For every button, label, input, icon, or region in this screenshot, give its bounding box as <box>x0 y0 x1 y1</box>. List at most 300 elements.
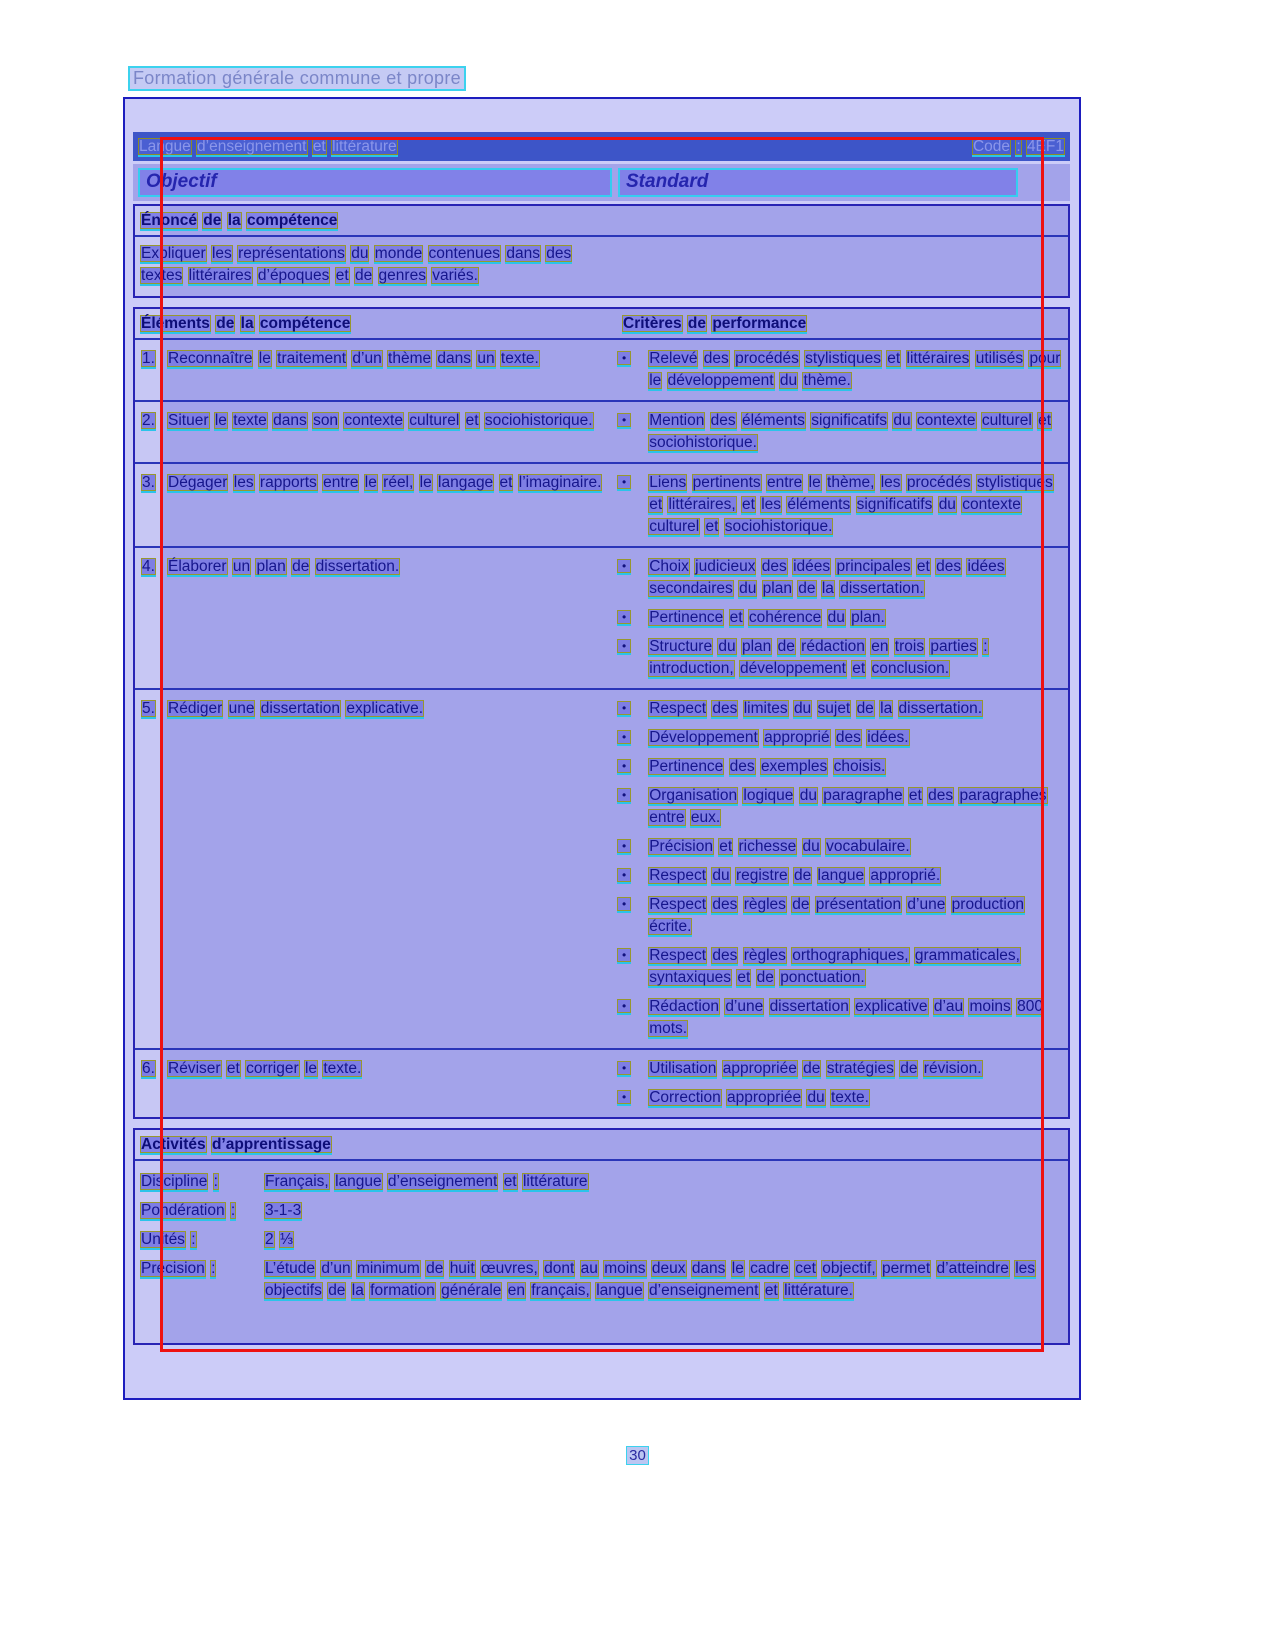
word-highlight: de <box>793 867 812 884</box>
word-highlight: Élaborer <box>168 558 227 575</box>
word-highlight: les <box>233 474 254 491</box>
word-highlight: stylistiques <box>805 350 881 367</box>
word-highlight: 4. <box>142 558 155 575</box>
word-highlight: contenues <box>428 245 501 262</box>
word-highlight: plan <box>256 558 286 575</box>
word-highlight: culturel <box>981 412 1032 429</box>
criteria-list <box>617 690 1068 1048</box>
word-highlight: des <box>546 245 572 262</box>
activity-row-precision <box>140 1258 1063 1302</box>
word-highlight: la <box>821 580 834 597</box>
word-highlight: langue <box>335 1173 382 1190</box>
word-highlight: texte. <box>500 350 539 367</box>
activites-body <box>135 1161 1068 1343</box>
word-highlight: Correction <box>649 1089 721 1106</box>
row-number <box>135 1050 161 1117</box>
row-number <box>135 690 161 1048</box>
word-highlight: syntaxiques <box>649 969 732 986</box>
word-highlight: des <box>712 896 738 913</box>
word-highlight: présentation <box>815 896 902 913</box>
word-highlight: formation <box>370 1282 435 1299</box>
word-highlight: du <box>718 638 736 655</box>
word-highlight: corriger <box>246 1060 299 1077</box>
word-highlight: thème, <box>827 474 875 491</box>
word-highlight: règles <box>743 947 786 964</box>
word-highlight: les <box>211 245 232 262</box>
word-highlight: Unités <box>141 1231 185 1248</box>
word-highlight: du <box>799 787 817 804</box>
word-highlight: dissertation. <box>840 580 924 597</box>
criteria-text <box>648 348 1062 392</box>
criteria-item <box>617 1087 1062 1109</box>
word-highlight: et <box>705 518 719 535</box>
word-highlight: stylistiques <box>976 474 1053 491</box>
word-highlight: Réviser <box>168 1060 221 1077</box>
word-highlight: dans <box>506 245 540 262</box>
enonce-heading-row <box>135 206 1068 237</box>
word-highlight: textes <box>141 267 183 284</box>
bullet-icon: • <box>617 1090 631 1106</box>
word-highlight: littérature <box>522 1173 588 1190</box>
word-highlight: de <box>803 1060 821 1077</box>
word-highlight: 3. <box>142 474 155 491</box>
row-number <box>135 548 161 688</box>
word-highlight: sociohistorique. <box>649 434 757 451</box>
page-number-text: 30 <box>626 1446 649 1465</box>
activity-row-discipline <box>140 1171 1063 1193</box>
word-highlight: les <box>1015 1260 1036 1277</box>
criteria-item <box>617 756 1062 778</box>
word-highlight: 1. <box>142 350 155 367</box>
word-highlight: variés. <box>432 267 478 284</box>
word-highlight: et <box>916 558 930 575</box>
criteria-text <box>648 756 1062 778</box>
activity-label <box>140 1229 264 1251</box>
word-highlight: permet <box>881 1260 931 1277</box>
word-highlight: utilisés <box>975 350 1024 367</box>
word-highlight: de <box>798 580 816 597</box>
word-highlight: logique <box>743 787 794 804</box>
word-highlight: dissertation. <box>315 558 400 575</box>
word-highlight: d’époques <box>257 267 330 284</box>
word-highlight: sujet <box>817 700 851 717</box>
word-highlight: et <box>1038 412 1052 429</box>
word-highlight: significatifs <box>856 496 933 513</box>
word-highlight: Critères <box>623 315 682 332</box>
word-highlight: du <box>712 867 730 884</box>
document-card <box>123 97 1081 1400</box>
word-highlight: culturel <box>409 412 460 429</box>
bullet-icon: • <box>617 559 631 575</box>
criteria-text <box>648 636 1062 680</box>
element-row-5 <box>135 688 1068 1048</box>
word-highlight: langue <box>596 1282 643 1299</box>
word-highlight: introduction, <box>649 660 734 677</box>
word-highlight: et <box>764 1282 778 1299</box>
criteria-list <box>617 464 1068 546</box>
row-number <box>135 464 161 546</box>
bullet-icon: • <box>617 788 631 804</box>
word-highlight: plan. <box>851 609 885 626</box>
word-highlight: thème <box>388 350 432 367</box>
criteria-item <box>617 410 1062 454</box>
word-highlight: Reconnaître <box>168 350 253 367</box>
bullet-icon: • <box>617 610 631 626</box>
criteria-item <box>617 865 1062 887</box>
word-highlight: règles <box>743 896 786 913</box>
column-objectif: Objectif <box>138 168 612 197</box>
bullet-icon: • <box>617 999 631 1015</box>
word-highlight: Énoncé <box>141 212 197 229</box>
word-highlight: eux. <box>690 809 721 826</box>
word-highlight: approprié <box>764 729 830 746</box>
activity-row-ponderation <box>140 1200 1063 1222</box>
word-highlight: et <box>908 787 922 804</box>
bullet-icon: • <box>617 475 631 491</box>
activity-label <box>140 1171 264 1193</box>
word-highlight: œuvres, <box>481 1260 538 1277</box>
word-highlight: exemples <box>760 758 828 775</box>
criteria-item <box>617 1058 1062 1080</box>
word-highlight: Développement <box>649 729 758 746</box>
section-activites <box>133 1128 1070 1345</box>
word-highlight: secondaires <box>649 580 733 597</box>
word-highlight: compétence <box>259 315 351 332</box>
word-highlight: son <box>313 412 339 429</box>
word-highlight: : <box>983 638 988 655</box>
word-highlight: judicieux <box>695 558 756 575</box>
word-highlight: et <box>737 969 751 986</box>
page-title <box>128 68 466 89</box>
word-highlight: la <box>240 315 254 332</box>
word-highlight: rapports <box>259 474 317 491</box>
bullet-icon: • <box>617 701 631 717</box>
word-highlight: dissertation. <box>898 700 983 717</box>
word-highlight: grammaticales, <box>914 947 1020 964</box>
word-highlight: trois <box>894 638 925 655</box>
criteria-item <box>617 785 1062 829</box>
word-highlight: de <box>756 969 774 986</box>
bullet-icon: • <box>617 948 631 964</box>
word-highlight: des <box>710 412 736 429</box>
word-highlight: minimum <box>356 1260 420 1277</box>
word-highlight: d’une <box>907 896 946 913</box>
word-highlight: des <box>712 947 738 964</box>
word-highlight: L’étude <box>265 1260 315 1277</box>
word-highlight: plan <box>762 580 792 597</box>
word-highlight: Respect <box>649 947 707 964</box>
row-number <box>135 340 161 400</box>
word-highlight: des <box>835 729 861 746</box>
word-highlight: stratégies <box>826 1060 894 1077</box>
word-highlight: le <box>214 412 227 429</box>
word-highlight: littéraires, <box>668 496 736 513</box>
word-highlight: 6. <box>142 1060 155 1077</box>
word-highlight: développement <box>667 372 774 389</box>
word-highlight: de <box>354 267 373 284</box>
word-highlight: du <box>793 700 812 717</box>
word-highlight: production <box>951 896 1025 913</box>
word-highlight: des <box>712 700 738 717</box>
criteria-item <box>617 472 1062 538</box>
activites-heading <box>140 1136 332 1155</box>
word-highlight: 5. <box>142 700 155 717</box>
word-highlight: et <box>852 660 866 677</box>
word-highlight: d’apprentissage <box>211 1136 331 1153</box>
word-highlight: huit <box>449 1260 475 1277</box>
element-text <box>167 410 607 432</box>
word-highlight: principales <box>836 558 911 575</box>
bullet-icon: • <box>617 639 631 655</box>
enonce-text <box>140 243 602 287</box>
word-highlight: rédaction <box>801 638 865 655</box>
word-highlight: ⅓ <box>279 1231 293 1248</box>
word-highlight: idées <box>793 558 831 575</box>
word-highlight: du <box>351 245 369 262</box>
word-highlight: d’un <box>352 350 382 367</box>
word-highlight: et <box>887 350 901 367</box>
word-highlight: un <box>232 558 251 575</box>
section-elements <box>133 307 1070 1119</box>
word-highlight: 2 <box>265 1231 274 1248</box>
word-highlight: contexte <box>962 496 1021 513</box>
word-highlight: conclusion. <box>871 660 950 677</box>
word-highlight: et <box>649 496 663 513</box>
criteria-text <box>648 472 1062 538</box>
word-highlight: traitement <box>277 350 347 367</box>
course-title <box>138 136 398 158</box>
word-highlight: le <box>649 372 662 389</box>
word-highlight: texte. <box>323 1060 362 1077</box>
word-highlight: du <box>893 412 911 429</box>
criteria-item <box>617 945 1062 989</box>
criteres-heading-cell <box>622 313 1063 335</box>
criteria-item <box>617 348 1062 392</box>
element-row-2 <box>135 400 1068 462</box>
word-highlight: Pertinence <box>649 758 724 775</box>
word-highlight: contexte <box>344 412 403 429</box>
word-highlight: contexte <box>916 412 976 429</box>
activity-label <box>140 1200 264 1222</box>
word-highlight: appropriée <box>722 1060 797 1077</box>
word-highlight: Dégager <box>168 474 228 491</box>
word-highlight: : <box>213 1173 218 1190</box>
word-highlight: Rédiger <box>168 700 223 717</box>
activity-value <box>264 1258 1056 1302</box>
word-highlight: et <box>741 496 755 513</box>
word-highlight: registre <box>735 867 788 884</box>
word-highlight: performance <box>712 315 807 332</box>
elements-heading-cell <box>140 313 622 335</box>
enonce-body <box>135 237 1068 296</box>
elements-heading <box>140 315 351 334</box>
word-highlight: Langue <box>139 137 191 155</box>
word-highlight: des <box>936 558 962 575</box>
element-text <box>167 472 607 494</box>
word-highlight: Respect <box>649 700 707 717</box>
word-highlight: un <box>477 350 495 367</box>
word-highlight: idées <box>967 558 1005 575</box>
word-highlight: des <box>928 787 954 804</box>
element-text <box>167 348 607 370</box>
word-highlight: littéraires <box>188 267 252 284</box>
word-highlight: limites <box>743 700 788 717</box>
word-highlight: Liens <box>649 474 687 491</box>
word-highlight: des <box>761 558 787 575</box>
word-highlight: moins <box>969 998 1011 1015</box>
word-highlight: développement <box>739 660 846 677</box>
word-highlight: le <box>731 1260 744 1277</box>
word-highlight: générale <box>441 1282 502 1299</box>
word-highlight: d’enseignement <box>649 1282 759 1299</box>
word-highlight: Choix <box>649 558 689 575</box>
word-highlight: Structure <box>649 638 713 655</box>
criteria-item <box>617 698 1062 720</box>
element-row-3 <box>135 462 1068 546</box>
criteria-item <box>617 556 1062 600</box>
bullet-icon: • <box>617 1061 631 1077</box>
word-highlight: pertinents <box>692 474 761 491</box>
word-highlight: dans <box>691 1260 726 1277</box>
word-highlight: et <box>499 474 513 491</box>
criteres-heading <box>622 315 807 334</box>
word-highlight: Situer <box>168 412 209 429</box>
word-highlight: cohérence <box>748 609 822 626</box>
criteria-text <box>648 727 1062 749</box>
word-highlight: l’imaginaire. <box>518 474 602 491</box>
word-highlight: 2. <box>142 412 155 429</box>
word-highlight: langue <box>817 867 865 884</box>
bullet-icon: • <box>617 897 631 913</box>
word-highlight: représentations <box>238 245 345 262</box>
word-highlight: du <box>938 496 956 513</box>
criteria-text <box>648 698 1062 720</box>
word-highlight: 3-1-3 <box>265 1202 302 1219</box>
word-highlight: du <box>802 838 820 855</box>
word-highlight: de <box>426 1260 444 1277</box>
word-highlight: entre <box>649 809 685 826</box>
word-highlight: et <box>503 1173 517 1190</box>
word-highlight: Activités <box>141 1136 206 1153</box>
word-highlight: littérature. <box>784 1282 853 1299</box>
word-highlight: de <box>216 315 235 332</box>
word-highlight: de <box>900 1060 918 1077</box>
word-highlight: objectif, <box>822 1260 876 1277</box>
word-highlight: Rédaction <box>649 998 719 1015</box>
word-highlight: la <box>351 1282 364 1299</box>
word-highlight: et <box>719 838 733 855</box>
word-highlight: sociohistorique. <box>724 518 833 535</box>
word-highlight: littérature <box>332 137 397 155</box>
word-highlight: Mention <box>649 412 705 429</box>
activity-row-unites <box>140 1229 1063 1251</box>
word-highlight: parties <box>930 638 977 655</box>
word-highlight: éléments <box>741 412 805 429</box>
word-highlight: dans <box>437 350 472 367</box>
word-highlight: les <box>761 496 782 513</box>
word-highlight: écrite. <box>649 918 692 935</box>
word-highlight: deux <box>651 1260 686 1277</box>
criteria-item <box>617 894 1062 938</box>
word-highlight: le <box>304 1060 318 1077</box>
word-highlight: plan <box>741 638 772 655</box>
word-highlight: pour <box>1029 350 1061 367</box>
word-highlight: appropriée <box>727 1089 802 1106</box>
word-highlight: de <box>792 896 810 913</box>
word-highlight: et <box>465 412 479 429</box>
criteria-text <box>648 556 1062 600</box>
criteria-text <box>648 785 1062 829</box>
word-highlight: : <box>191 1231 196 1248</box>
word-highlight: de <box>203 212 222 229</box>
word-highlight: du <box>807 1089 825 1106</box>
activites-heading-row <box>135 1130 1068 1161</box>
word-highlight: Respect <box>649 867 707 884</box>
word-highlight: littéraires <box>906 350 970 367</box>
word-highlight: et <box>335 267 349 284</box>
word-highlight: Organisation <box>649 787 738 804</box>
word-highlight: : <box>211 1260 216 1277</box>
word-highlight: Français, <box>265 1173 329 1190</box>
criteria-text <box>648 1087 1062 1109</box>
word-highlight: : <box>1016 137 1021 155</box>
word-highlight: réel, <box>383 474 414 491</box>
word-highlight: choisis. <box>833 758 886 775</box>
criteria-text <box>648 1058 1062 1080</box>
word-highlight: d’une <box>725 998 764 1015</box>
word-highlight: d’au <box>933 998 964 1015</box>
word-highlight: au <box>580 1260 598 1277</box>
word-highlight: dissertation <box>260 700 341 717</box>
criteria-item <box>617 727 1062 749</box>
word-highlight: dissertation <box>769 998 849 1015</box>
bullet-icon: • <box>617 351 631 367</box>
course-code <box>972 136 1065 158</box>
word-highlight: le <box>808 474 821 491</box>
criteria-text <box>648 410 1062 454</box>
criteria-list <box>617 1050 1068 1117</box>
word-highlight: Précision <box>649 838 713 855</box>
word-highlight: en <box>871 638 889 655</box>
word-highlight: du <box>827 609 845 626</box>
word-highlight: les <box>880 474 901 491</box>
word-highlight: paragraphes <box>959 787 1047 804</box>
criteria-text <box>648 865 1062 887</box>
word-highlight: entre <box>323 474 359 491</box>
bullet-icon: • <box>617 839 631 855</box>
word-highlight: 4EF1 <box>1026 137 1064 155</box>
word-highlight: et <box>729 609 743 626</box>
word-highlight: idées. <box>867 729 909 746</box>
word-highlight: de <box>292 558 310 575</box>
word-highlight: Précision <box>141 1260 205 1277</box>
enonce-heading <box>140 212 338 231</box>
page-title-text: Formation générale commune et propre <box>128 66 466 91</box>
word-highlight: thème. <box>803 372 851 389</box>
word-highlight: procédés <box>906 474 971 491</box>
word-highlight: Expliquer <box>141 245 206 262</box>
word-highlight: des <box>729 758 755 775</box>
word-highlight: en <box>507 1282 525 1299</box>
word-highlight: et <box>312 137 326 155</box>
criteria-list <box>617 402 1068 462</box>
word-highlight: vocabulaire. <box>826 838 910 855</box>
bullet-icon: • <box>617 730 631 746</box>
word-highlight: procédés <box>735 350 799 367</box>
word-highlight: de <box>777 638 795 655</box>
page-number <box>0 1447 1275 1464</box>
bullet-icon: • <box>617 868 631 884</box>
